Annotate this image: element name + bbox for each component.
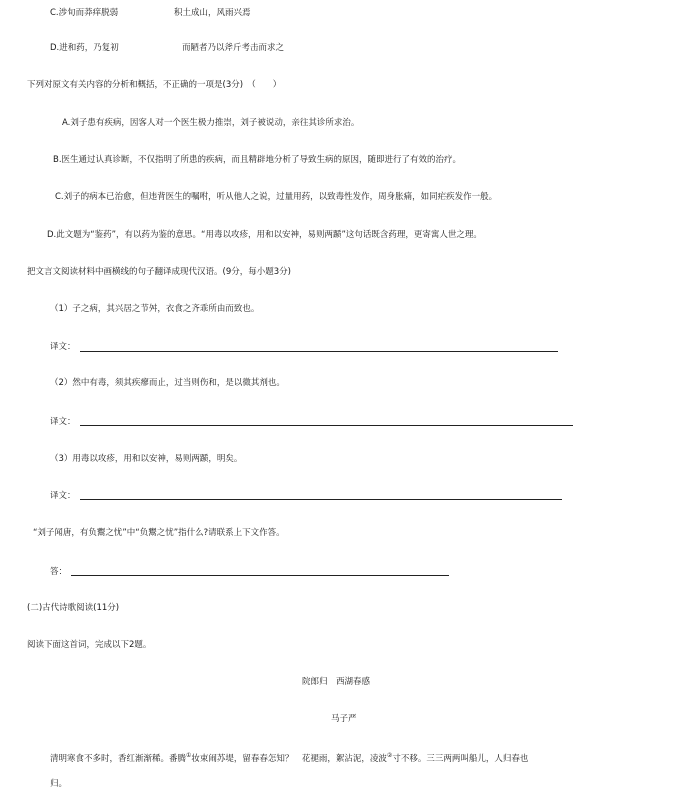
translation-answer-line-3[interactable] [80,499,562,500]
translate-item-1: （1）子之病，其兴居之节舛，衣食之齐乖所由而致也。 [50,304,260,314]
poem-author: 马子严 [331,714,357,724]
analysis-option-a: A.刘子患有疾病，因客人对一个医生极力推崇，刘子被说动，亲往其诊所求治。 [62,118,360,128]
poem-title: 院郎归 西湖春感 [302,677,371,687]
footnote-marker-1: ① [186,752,192,759]
translation-answer-line-1[interactable] [80,351,558,352]
option-c-right: 积土成山，风雨兴焉 [174,8,251,18]
option-c [50,7,251,19]
answer-question-stem: “刘子闻唐，有负鬻之忧”中“负鬻之忧”指什么?请联系上下文作答。 [33,528,285,538]
translate-question-stem: 把文言文阅读材料中画横线的句子翻译成现代汉语。(9分，每小题3分) [27,267,291,277]
translation-answer-line-2[interactable] [80,425,573,426]
option-c-left: C.涉旬而莽痒脱弱 [50,8,119,18]
translate-label-1: 译文： [50,342,76,352]
poem-text-part-3: 寸不移。三三两两叫船儿，人归春也 [392,753,529,764]
footnote-marker-2: ② [386,752,393,759]
option-d-right: 而陋者乃以斧斤考击而求之 [182,43,285,53]
option-d-left: D.进和药，乃复初 [50,43,119,53]
translate-item-2: （2）然中有毒，须其疾瘳而止，过当则伤和，是以微其剂也。 [50,378,285,388]
answer-line[interactable] [71,575,449,576]
translate-label-2: 译文： [50,417,76,427]
analysis-option-d: D.此文题为“鉴药”，有以药为鉴的意思。“用毒以攻疹，用和以安神，易则两踬”这句话既含药理，更寄寓人世之理。 [47,230,482,240]
option-d [50,42,285,54]
poem-text-part-2: 妆束闹苏堤，留春春怎知？ 花褪雨，絮沾泥，凌波 [191,753,387,764]
answer-label: 答： [50,567,68,577]
analysis-question-stem: 下列对原文有关内容的分析和概括，不正确的一项是(3分) （ ） [27,80,282,90]
translate-item-3: （3）用毒以攻疹，用和以安神，易则两踬，明矣。 [50,454,243,464]
translate-label-3: 译文： [50,491,76,501]
poem-body-line-1 [50,750,528,765]
analysis-option-b: B.医生通过认真诊断，不仅指明了所患的疾病，而且精辟地分析了导致生病的原因，随即进行了有效的治疗。 [53,155,462,165]
analysis-option-c: C.刘子的病本已治愈，但违背医生的嘱咐，听从他人之说，过量用药，以致毒性发作，周身胀痛，如同疟疾发作一般。 [55,192,498,202]
section-instruction: 阅读下面这首词，完成以下2题。 [27,640,152,650]
poem-text-part-1: 清明寒食不多时，香红渐渐稀。番腾 [50,753,187,764]
poem-body-line-2: 归。 [50,779,68,789]
section-title: (二)古代诗歌阅读(11分) [27,603,120,613]
